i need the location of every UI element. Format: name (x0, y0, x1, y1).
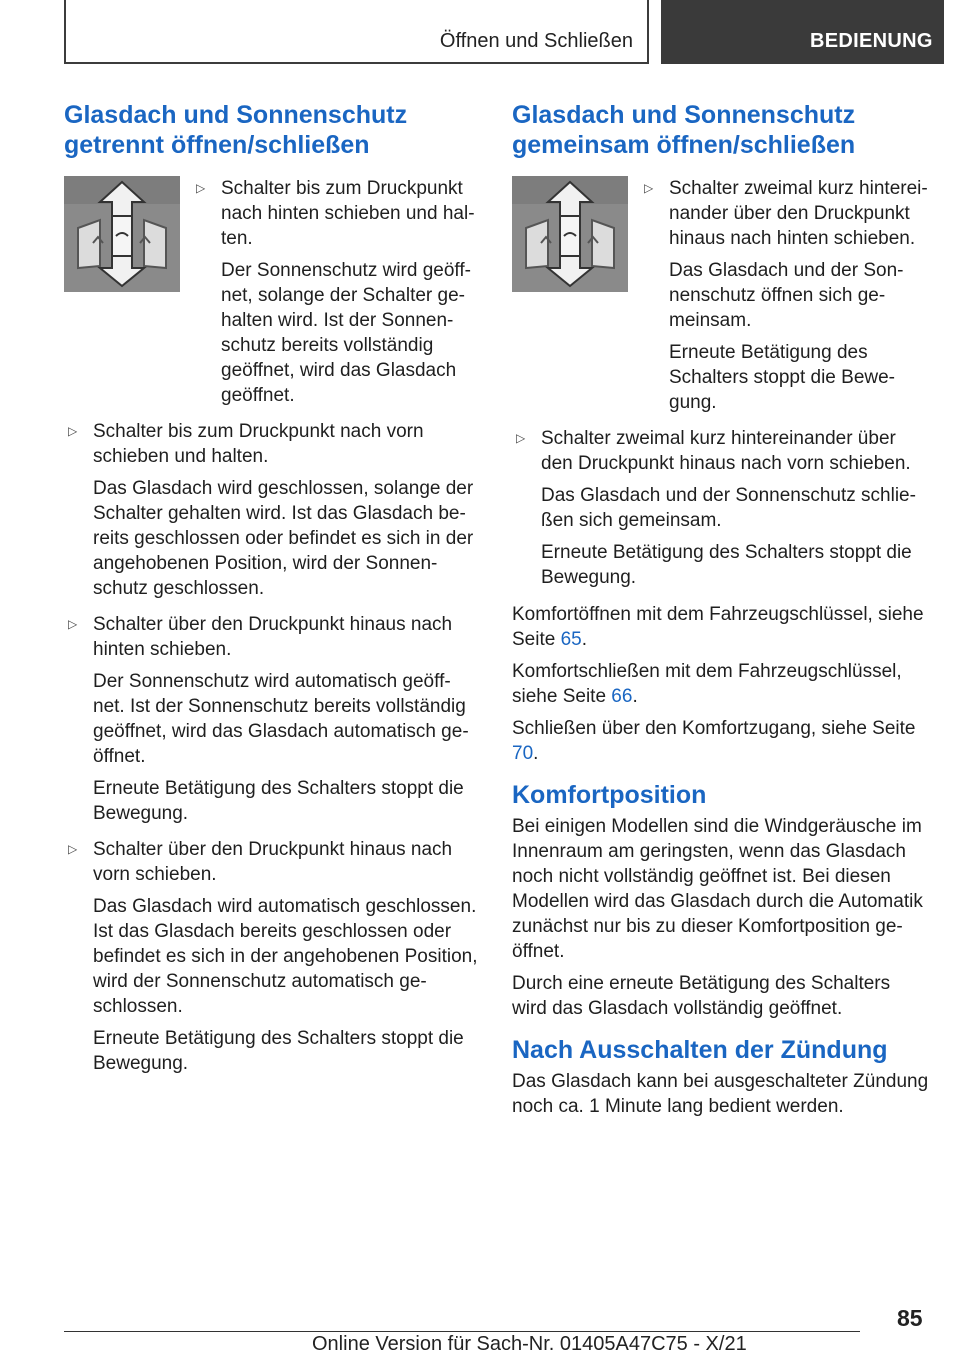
list-item-text: Schalter über den Druckpunkt hinaus nach vorn schieben. (93, 839, 453, 885)
list-item-text: Erneute Betätigung des Schalters stoppt die Bewegung. (93, 778, 464, 824)
triangle-right-outline-icon: ▷ (68, 617, 78, 631)
list-item (192, 176, 481, 408)
list-item-text: Erneute Betätigung des Schalters stoppt die Bewe-gung. (669, 342, 896, 413)
list-item-text: Schalter zweimal kurz hinterei-nander über den Druckpunkt hinaus nach hinten schieben. (669, 178, 928, 249)
header-section-title: Öffnen und Schließen (439, 30, 633, 52)
page-number: 85 (897, 1305, 923, 1331)
list-item-text: Der Sonnenschutz wird geöff-net, solange der Schalter ge-halten wird. Ist der Sonnen-schutz bereits vollständig geöffnet, wird das Glasdach geöffnet. (221, 260, 471, 406)
list-item-text: Das Glasdach und der Sonnenschutz schlie-ßen sich gemeinsam. (541, 485, 916, 531)
triangle-right-outline-icon: ▷ (68, 842, 78, 856)
list-item-text: Der Sonnenschutz wird automatisch geöff-net. Ist der Sonnenschutz bereits vollständig geöffnet, wird das Glasdach automatisch ge-öffnet. (93, 671, 469, 767)
roof-switch-icon (512, 176, 628, 292)
list-item (640, 176, 930, 415)
komfort-heading: Komfortposition (512, 781, 707, 809)
triangle-right-outline-icon: ▷ (68, 424, 78, 438)
page-reference: Komfortschließen mit dem Fahrzeugschlüssel, siehe Seite 66. (512, 661, 902, 707)
list-item-text: Das Glasdach und der Son-nenschutz öffnen sich ge-meinsam. (669, 260, 904, 331)
list-item (512, 426, 930, 590)
komfort-paragraph: Bei einigen Modellen sind die Windgeräusche im Innenraum am geringsten, wenn das Glasdach noch nicht vollständig geöffnet ist. Bei diesen Modellen wird das Glasdach durch die Automatik zunächst nur bis zu dieser Komfortposition ge-öffnet. (512, 816, 923, 962)
list-item-text: Erneute Betätigung des Schalters stoppt die Bewegung. (93, 1028, 464, 1074)
page-reference: Komfortöffnen mit dem Fahrzeugschlüssel, siehe Seite 65. (512, 604, 924, 650)
list-item-text: Schalter über den Druckpunkt hinaus nach hinten schieben. (93, 614, 453, 660)
left-heading: Glasdach und Sonnenschutz getrennt öffnen/schließen (64, 101, 408, 159)
left-column (64, 100, 481, 1083)
page-link[interactable]: 70 (512, 743, 534, 764)
list-item-text: Das Glasdach wird geschlossen, solange der Schalter gehalten wird. Ist das Glasdach be-reits geschlossen oder befindet es sich in der angehobenen Position, wird der Sonnen-schutz geschlossen. (93, 478, 474, 599)
list-item (64, 419, 481, 601)
list-item (64, 612, 481, 826)
list-item-text: Schalter zweimal kurz hintereinander über den Druckpunkt hinaus nach vorn schieben. (541, 428, 911, 474)
roof-switch-icon (64, 176, 180, 292)
page-reference: Schließen über den Komfortzugang, siehe Seite 70. (512, 718, 916, 764)
zuendung-heading: Nach Ausschalten der Zündung (512, 1036, 888, 1064)
page-link[interactable]: 65 (560, 629, 582, 650)
right-column (512, 100, 930, 1126)
page-link[interactable]: 66 (611, 686, 633, 707)
list-item-text: Erneute Betätigung des Schalters stoppt die Bewegung. (541, 542, 912, 588)
zuendung-paragraph: Das Glasdach kann bei ausgeschalteter Zündung noch ca. 1 Minute lang bedient werden. (512, 1071, 929, 1117)
header-chapter-title: BEDIENUNG (810, 30, 933, 52)
list-item-text: Schalter bis zum Druckpunkt nach vorn schieben und halten. (93, 421, 424, 467)
footer-version: Online Version für Sach-Nr. 01405A47C75 - X/21 (312, 1333, 747, 1355)
triangle-right-outline-icon: ▷ (196, 181, 206, 195)
footer-divider (64, 1331, 860, 1332)
komfort-paragraph: Durch eine erneute Betätigung des Schalters wird das Glasdach vollständig geöffnet. (512, 973, 891, 1019)
right-heading: Glasdach und Sonnenschutz gemeinsam öffnen/schließen (512, 101, 856, 159)
header-chapter-box (661, 0, 944, 64)
list-item-text: Das Glasdach wird automatisch geschlossen. Ist das Glasdach bereits geschlossen oder befindet es sich in der angehobenen Position, wird der Sonnenschutz automatisch ge-schlossen. (93, 896, 478, 1017)
header-section-box (64, 0, 649, 64)
list-item-text: Schalter bis zum Druckpunkt nach hinten schieben und hal-ten. (221, 178, 475, 249)
triangle-right-outline-icon: ▷ (516, 431, 526, 445)
list-item (64, 837, 481, 1076)
triangle-right-outline-icon: ▷ (644, 181, 654, 195)
